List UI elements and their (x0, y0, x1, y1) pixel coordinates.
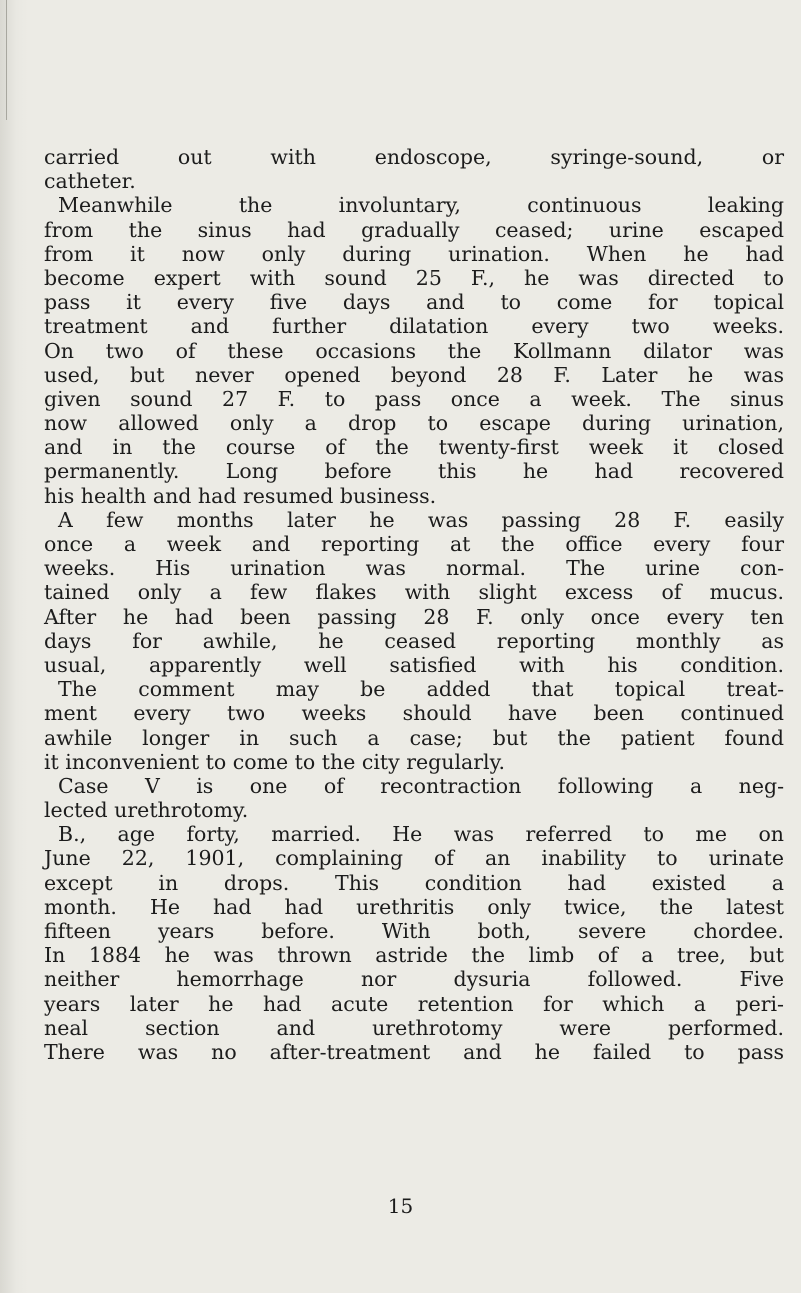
text-line: Meanwhile the involuntary, continuous leaking (58, 193, 784, 218)
text-line: In 1884 he was thrown astride the limb of a tree, but (44, 943, 784, 968)
text-line: weeks. His urination was normal. The urine con- (44, 556, 784, 581)
text-line: permanently. Long before this he had recovered (44, 459, 784, 484)
text-line: fifteen years before. With both, severe chordee. (44, 919, 784, 943)
text-line: pass it every five days and to come for topical (44, 290, 784, 315)
page-binding-edge (0, 0, 28, 1293)
text-line: month. He had had urethritis only twice, the latest (44, 894, 784, 919)
text-line: once a week and reporting at the office every four (44, 532, 784, 556)
text-line: A few months later he was passing 28 F. easily (58, 507, 784, 532)
text-line: awhile longer in such a case; but the patient found (44, 725, 784, 750)
text-line: lected urethrotomy. (44, 798, 249, 823)
text-line: There was no after-treatment and he failed to pass (44, 1039, 784, 1064)
text-line: given sound 27 F. to pass once a week. The sinus (44, 386, 784, 411)
text-line: After he had been passing 28 F. only once every ten (44, 604, 784, 629)
text-line: neither hemorrhage nor dysuria followed. Five (44, 967, 784, 992)
page-number: 15 (387, 1194, 414, 1218)
text-line: catheter. (44, 169, 136, 194)
text-line: become expert with sound 25 F., he was directed to (44, 265, 784, 290)
text-line: and in the course of the twenty-first week it closed (44, 435, 784, 460)
text-line: carried out with endoscope, syringe-sound, or (44, 145, 784, 169)
text-line: his health and had resumed business. (44, 483, 437, 508)
text-line: B., age forty, married. He was referred to me on (58, 822, 784, 847)
text-line: it inconvenient to come to the city regularly. (44, 749, 505, 774)
text-line: days for awhile, he ceased reporting monthly as (44, 628, 784, 653)
text-line: except in drops. This condition had existed a (44, 870, 784, 895)
text-line: from it now only during urination. When he had (44, 241, 784, 266)
text-line: years later he had acute retention for which a peri- (44, 991, 784, 1016)
text-line: On two of these occasions the Kollmann dilator was (44, 338, 784, 363)
text-line: June 22, 1901, complaining of an inability to urinate (44, 846, 784, 871)
text-line: neal section and urethrotomy were performed. (44, 1015, 784, 1040)
text-line: used, but never opened beyond 28 F. Later he was (44, 362, 784, 387)
text-line: ment every two weeks should have been continued (44, 701, 784, 726)
text-line: treatment and further dilatation every two weeks. (44, 314, 784, 339)
text-line: usual, apparently well satisfied with his condition. (44, 652, 784, 677)
text-line: Case V is one of recontraction following a neg- (58, 773, 784, 798)
text-line: The comment may be added that topical treat- (58, 677, 784, 702)
text-line: now allowed only a drop to escape during urination, (44, 411, 784, 436)
text-line: tained only a few flakes with slight excess of mucus. (44, 580, 784, 605)
body-text (44, 145, 784, 1064)
text-line: from the sinus had gradually ceased; urine escaped (44, 217, 784, 242)
